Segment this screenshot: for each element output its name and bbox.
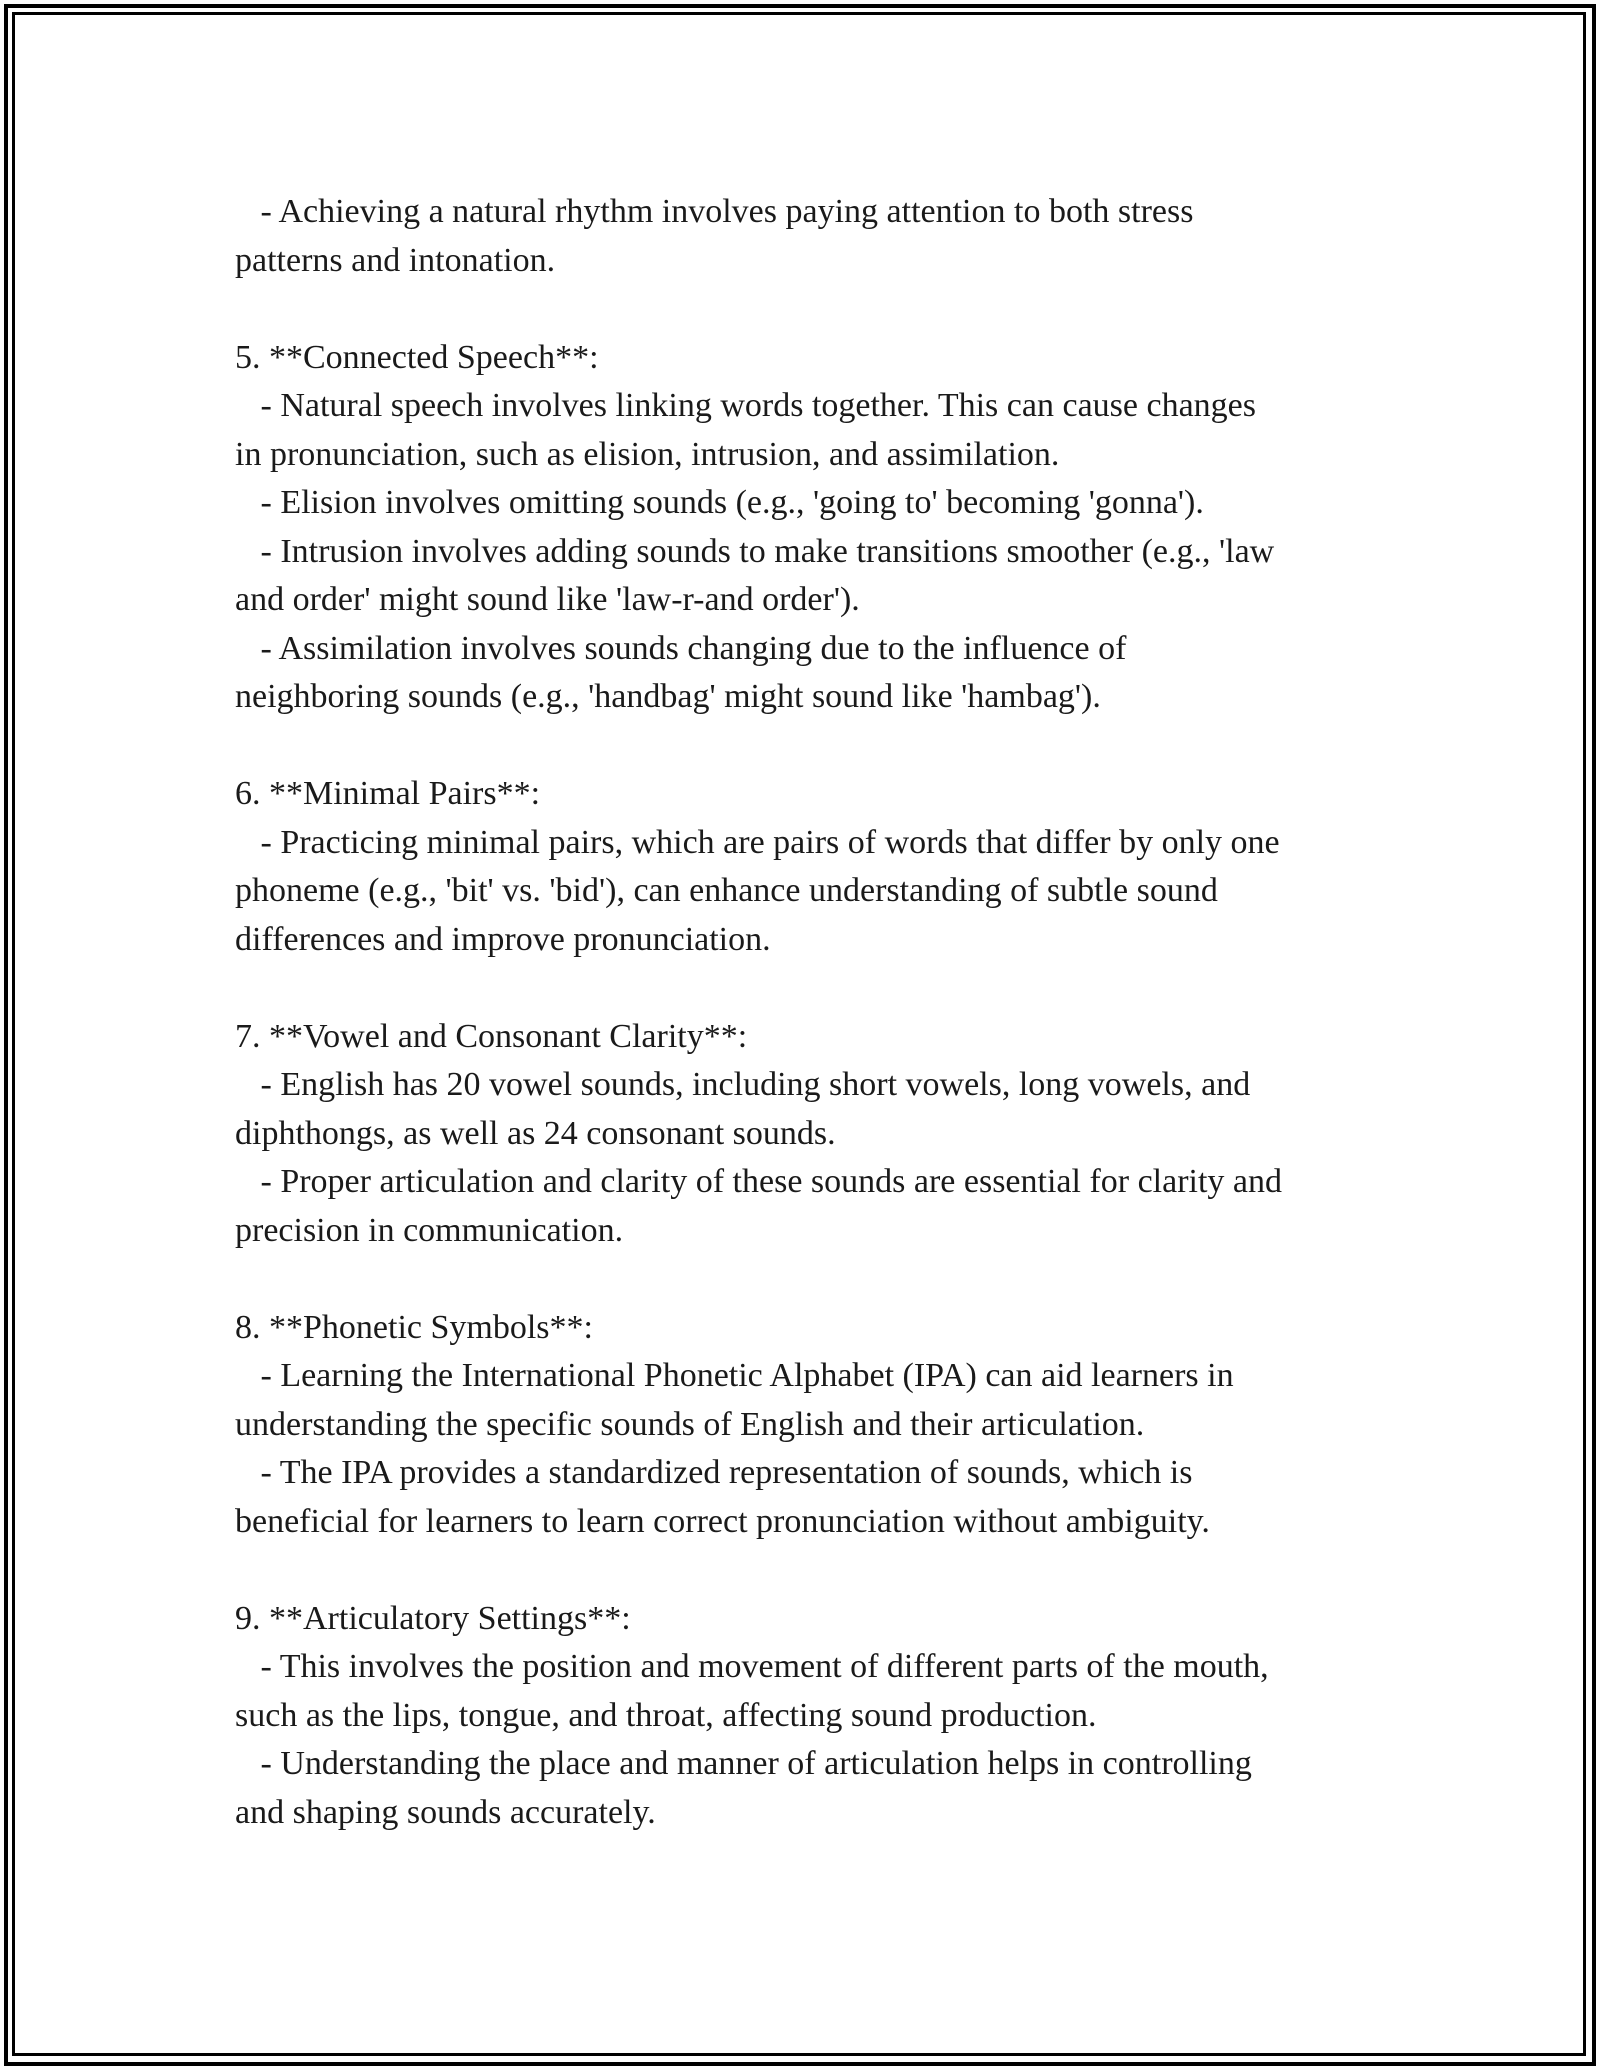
section-heading: 6. **Minimal Pairs**: bbox=[235, 775, 541, 812]
section-line: - Practicing minimal pairs, which are pairs of words that differ by only one bbox=[235, 823, 1280, 861]
section-line: - Assimilation involves sounds changing due to the influence of bbox=[235, 629, 1127, 667]
section-line: understanding the specific sounds of English and their articulation. bbox=[235, 1405, 1145, 1443]
section-line: - Natural speech involves linking words together. This can cause changes bbox=[235, 387, 1256, 424]
section-line: - This involves the position and movement of different parts of the mouth, bbox=[235, 1648, 1269, 1685]
section-line: - Learning the International Phonetic Alphabet (IPA) can aid learners in bbox=[235, 1357, 1234, 1394]
section-line: - Understanding the place and manner of articulation helps in controlling bbox=[235, 1745, 1252, 1782]
section-phonetic-symbols bbox=[235, 1304, 1370, 1547]
paragraph-gap bbox=[235, 1255, 1370, 1304]
section-line: and shaping sounds accurately. bbox=[235, 1793, 656, 1831]
section-articulatory-settings bbox=[235, 1595, 1370, 1838]
section-connected-speech bbox=[235, 334, 1370, 722]
section-line: - Proper articulation and clarity of these sounds are essential for clarity and bbox=[235, 1163, 1283, 1200]
paragraph-gap bbox=[235, 964, 1370, 1013]
section-line: precision in communication. bbox=[235, 1211, 624, 1249]
section-heading: 5. **Connected Speech**: bbox=[235, 338, 599, 376]
section-line: beneficial for learners to learn correct pronunciation without ambiguity. bbox=[235, 1502, 1210, 1540]
section-line: and order' might sound like 'law-r-and order'). bbox=[235, 581, 860, 618]
section-heading: 8. **Phonetic Symbols**: bbox=[235, 1308, 593, 1346]
paragraph-gap bbox=[235, 722, 1370, 771]
section-line: - English has 20 vowel sounds, including short vowels, long vowels, and bbox=[235, 1066, 1251, 1103]
section-line: such as the lips, tongue, and throat, affecting sound production. bbox=[235, 1696, 1097, 1734]
document-body bbox=[235, 188, 1370, 1837]
intro-block bbox=[235, 188, 1370, 285]
section-line: differences and improve pronunciation. bbox=[235, 920, 771, 958]
section-heading: 9. **Articulatory Settings**: bbox=[235, 1599, 631, 1637]
paragraph-gap bbox=[235, 285, 1370, 334]
section-vowel-consonant-clarity bbox=[235, 1013, 1370, 1256]
section-heading: 7. **Vowel and Consonant Clarity**: bbox=[235, 1017, 748, 1055]
section-line: - The IPA provides a standardized representation of sounds, which is bbox=[235, 1454, 1193, 1491]
section-line: in pronunciation, such as elision, intrusion, and assimilation. bbox=[235, 435, 1060, 473]
intro-line: - Achieving a natural rhythm involves paying attention to both stress bbox=[235, 193, 1194, 230]
section-line: - Intrusion involves adding sounds to make transitions smoother (e.g., 'law bbox=[235, 532, 1275, 570]
section-line: - Elision involves omitting sounds (e.g., 'going to' becoming 'gonna'). bbox=[235, 484, 1204, 521]
paragraph-gap bbox=[235, 1546, 1370, 1595]
section-line: phoneme (e.g., 'bit' vs. 'bid'), can enhance understanding of subtle sound bbox=[235, 872, 1218, 909]
section-minimal-pairs bbox=[235, 770, 1370, 964]
section-line: diphthongs, as well as 24 consonant sounds. bbox=[235, 1114, 836, 1152]
intro-line: patterns and intonation. bbox=[235, 241, 556, 279]
section-line: neighboring sounds (e.g., 'handbag' might sound like 'hambag'). bbox=[235, 678, 1101, 715]
